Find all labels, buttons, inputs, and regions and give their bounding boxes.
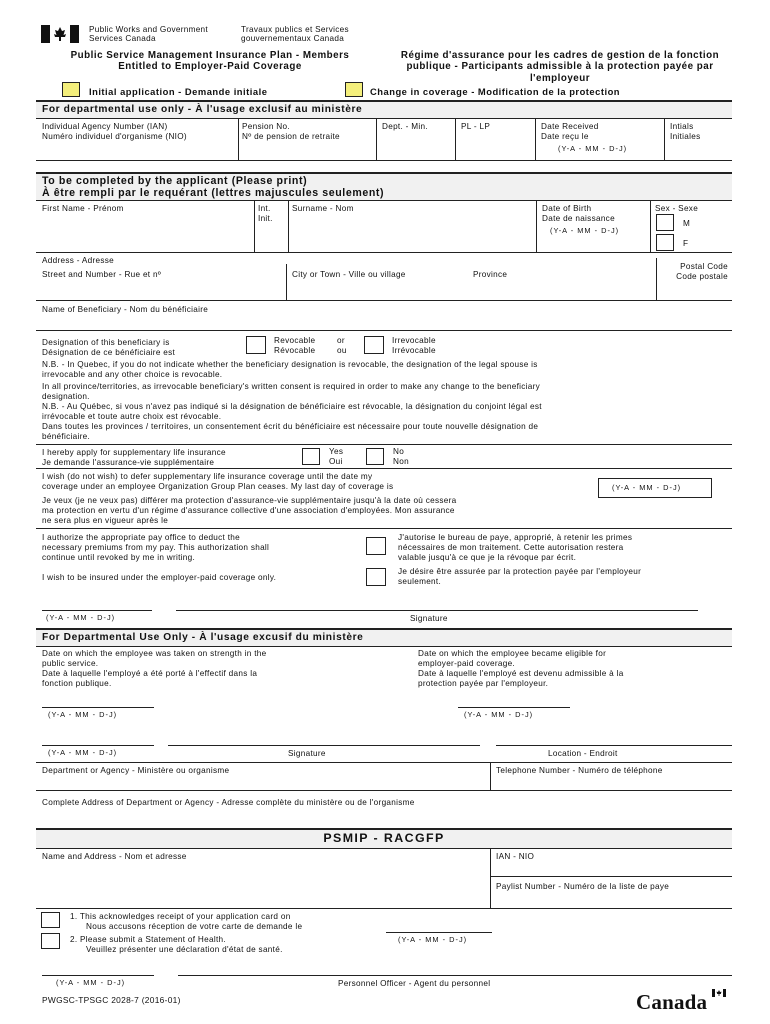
supplementary-label: I hereby apply for supplementary life insurance Je demande l'assurance-vie supplémentaire: [42, 448, 226, 467]
surname-label: Surname - Nom: [292, 204, 354, 213]
defer-date-format: (Y-A - MM - D-J): [612, 483, 682, 492]
authorize-paragraph-en: I authorize the appropriate pay office to deduct the necessary premiums from my pay. This authorization shall continue until revoked by me in writing.: [42, 533, 270, 562]
sex-male-label: M: [683, 219, 691, 228]
dept-name-fr: Travaux publics et Services gouvernementaux Canada: [241, 25, 349, 43]
personnel-date-format: (Y-A - MM - D-J): [56, 978, 126, 987]
sex-label: Sex - Sexe: [655, 204, 699, 213]
applicant-heading: To be completed by the applicant (Please print) À être rempli par le requérant (lettres majuscules seulement): [36, 174, 732, 200]
sex-female-label: F: [683, 239, 689, 248]
statement-health-checkbox[interactable]: [41, 933, 60, 949]
authorize-paragraph-fr: J'autorise le bureau de paye, approprié, à retenir les primes nécessaires de mon traitement. Cette autorisation restera valable jusqu'à ce que je la révoque par écrit.: [398, 533, 633, 562]
wordmark-flag-icon: [712, 989, 726, 1000]
insured-label-fr: Je désire être assurée par la protection payée par l'employeur seulement.: [398, 567, 642, 586]
dept-min-label: Dept. - Min.: [382, 122, 428, 131]
sex-male-checkbox[interactable]: [656, 214, 674, 231]
eligible-paragraph: Date on which the employee became eligible for employer-paid coverage. Date à laquelle l'employé est devenu admissible à la protection payée par l'employeur.: [418, 649, 624, 688]
dob-format: (Y-A - MM - D-J): [550, 226, 620, 235]
dept-use-heading: For departmental use only - À l'usage exclusif au ministère: [36, 102, 732, 118]
canada-wordmark: Canada: [636, 990, 707, 1014]
revocable-label: Revocable Révocable: [274, 336, 316, 355]
irrevocable-checkbox[interactable]: [364, 336, 384, 354]
insured-checkbox[interactable]: [366, 568, 386, 586]
date-received-format: (Y-A - MM - D-J): [558, 144, 628, 153]
city-label: City or Town - Ville ou village: [292, 270, 406, 279]
change-in-coverage-label: Change in coverage - Modification de la protection: [370, 86, 621, 97]
supplementary-no-checkbox[interactable]: [366, 448, 384, 465]
nb-paragraph-fr: N.B. - Au Québec, si vous n'avez pas indiqué si la désignation de bénéficiaire est révocable, la désignation du conjoint légal est irrévocable et toute autre choix est révocable. Dans toutes les provinces / territoires, un consentement écrit du bénéficiaire est nécessaire pour toute nouvelle désignation de bénéficiaire.: [42, 402, 542, 441]
date-received-label: Date Received Date reçu le: [541, 122, 599, 141]
dept-use-2-heading: For Departmental Use Only - À l'usage excusif du ministère: [36, 630, 732, 646]
postal-code-label: Postal Code Code postale: [676, 262, 728, 281]
psmip-date-format: (Y-A - MM - D-J): [398, 935, 468, 944]
eligible-date-format: (Y-A - MM - D-J): [464, 710, 534, 719]
insured-label-en: I wish to be insured under the employer-paid coverage only.: [42, 573, 277, 582]
irrevocable-label: Irrevocable Irrévocable: [392, 336, 436, 355]
revocable-checkbox[interactable]: [246, 336, 266, 354]
location-label: Location - Endroit: [548, 749, 618, 758]
pl-lp-label: PL - LP: [461, 122, 491, 131]
form-title-fr: Régime d'assurance pour les cadres de gestion de la fonction publique - Participants admissible à la protection payée par l'employeur: [400, 50, 720, 84]
designation-label: Designation of this beneficiary is Désignation de ce bénéficiaire est: [42, 338, 176, 357]
province-label: Province: [473, 270, 508, 279]
authorize-checkbox[interactable]: [366, 537, 386, 555]
dept-signature-label: Signature: [288, 749, 326, 758]
initial-application-label: Initial application - Demande initiale: [89, 86, 268, 97]
personnel-officer-label: Personnel Officer - Agent du personnel: [338, 979, 491, 988]
defer-paragraph-fr: Je veux (je ne veux pas) différer ma protection d'assurance-vie supplémentaire jusqu'à la date où cessera ma protection en vertu d'un régime d'assurance collective d'une association d'employées. Mon assurance ne sera plus en vigueur après le: [42, 496, 457, 525]
signature-date-format: (Y-A - MM - D-J): [46, 613, 116, 622]
beneficiary-label: Name of Beneficiary - Nom du bénéficiaire: [42, 305, 209, 314]
address-label: Address - Adresse: [42, 256, 114, 265]
dob-label: Date of Birth Date de naissance: [542, 204, 615, 223]
initials-label: Intials Initiales: [670, 122, 701, 141]
dept-sign-date-format: (Y-A - MM - D-J): [48, 748, 118, 757]
defer-paragraph-en: I wish (do not wish) to defer supplementary life insurance coverage until the date my coverage under an employee Organization Group Plan ceases. My last day of coverage is: [42, 472, 394, 491]
street-label: Street and Number - Rue et nº: [42, 270, 162, 279]
first-name-label: First Name - Prénom: [42, 204, 124, 213]
initial-label: Int. Init.: [258, 204, 273, 223]
initial-application-checkbox[interactable]: [62, 82, 80, 97]
applicant-signature-label: Signature: [410, 614, 448, 623]
ian-label: Individual Agency Number (IAN) Numéro individuel d'organisme (NIO): [42, 122, 187, 141]
psmip-title: PSMIP - RACGFP: [36, 830, 732, 848]
strength-date-format: (Y-A - MM - D-J): [48, 710, 118, 719]
canada-flag-icon: [41, 25, 79, 43]
nb-paragraph-en: N.B. - In Quebec, if you do not indicate whether the beneficiary designation is revocable, the designation of the legal spouse is irrevocable and any other choice is revocable. In all province/territories, as irrevocable beneficiary's written consent is required in order to make any change to the beneficiary designation.: [42, 360, 541, 401]
department-label: Department or Agency - Ministère ou organisme: [42, 766, 230, 775]
name-address-label: Name and Address - Nom et adresse: [42, 852, 187, 861]
form-number: PWGSC-TPSGC 2028-7 (2016-01): [42, 995, 181, 1005]
ian-nio-label: IAN - NIO: [496, 852, 535, 861]
supplementary-yes-label: Yes Oui: [329, 447, 344, 466]
form-title-en: Public Service Management Insurance Plan - Members Entitled to Employer-Paid Coverage: [70, 50, 350, 73]
acknowledge-checkbox[interactable]: [41, 912, 60, 928]
statement-health-text: 2. Please submit a Statement of Health. Veuillez présenter une déclaration d'état de santé.: [70, 935, 283, 954]
acknowledge-text: 1. This acknowledges receipt of your application card on Nous accusons réception de votre carte de demande le: [70, 912, 303, 931]
complete-address-label: Complete Address of Department or Agency - Adresse complète du ministère ou de l'organisme: [42, 798, 415, 807]
strength-paragraph: Date on which the employee was taken on strength in the public service. Date à laquelle l'employé a été porté à l'effectif dans la fonction publique.: [42, 649, 267, 688]
supplementary-no-label: No Non: [393, 447, 409, 466]
supplementary-yes-checkbox[interactable]: [302, 448, 320, 465]
telephone-label: Telephone Number - Numéro de téléphone: [496, 766, 663, 775]
paylist-label: Paylist Number - Numéro de la liste de paye: [496, 882, 670, 891]
sex-female-checkbox[interactable]: [656, 234, 674, 251]
change-in-coverage-checkbox[interactable]: [345, 82, 363, 97]
or-label: or ou: [337, 336, 347, 355]
dept-name-en: Public Works and Government Services Canada: [89, 25, 208, 43]
pension-label: Pension No. Nº de pension de retraite: [242, 122, 340, 141]
